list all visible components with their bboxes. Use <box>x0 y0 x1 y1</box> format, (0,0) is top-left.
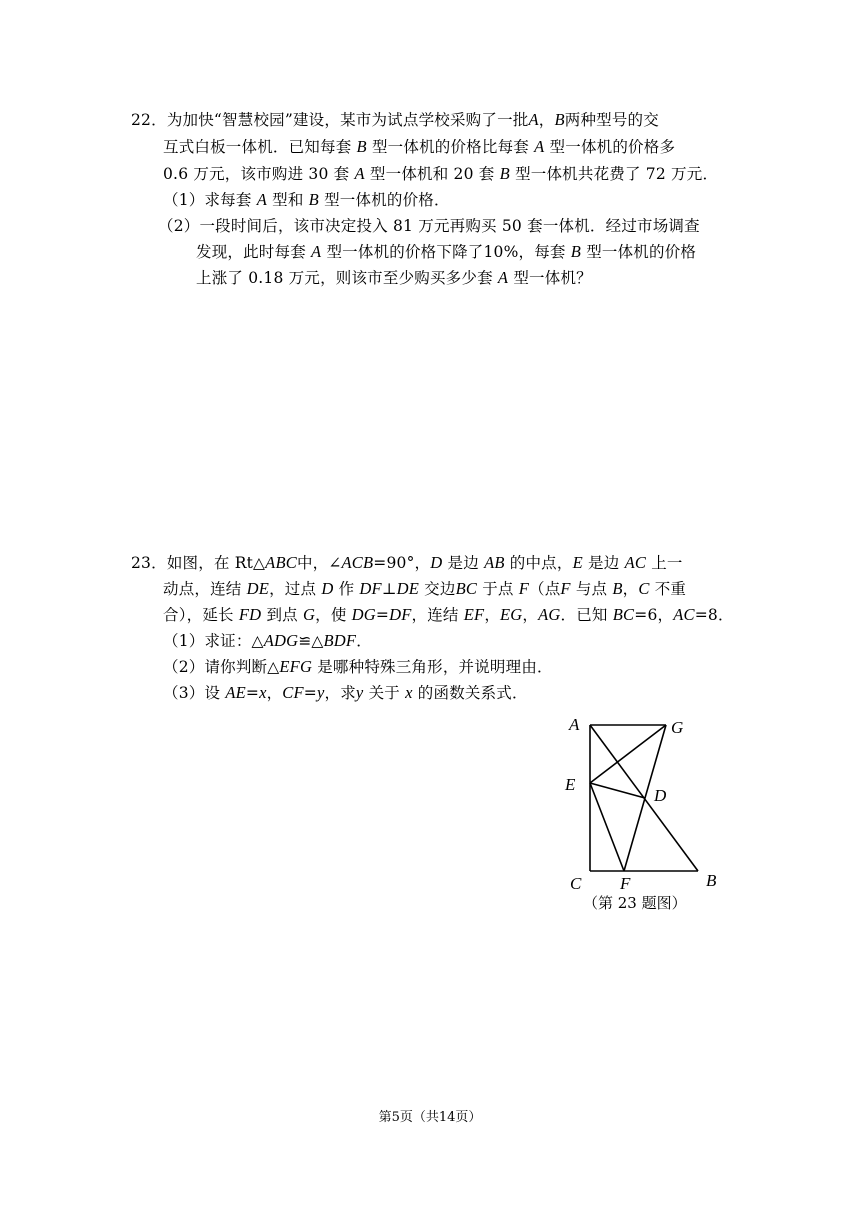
point-label-D: D <box>654 786 667 805</box>
q23-part-3: （3）设 AE=x，CF=y，求y 关于 x 的函数关系式． <box>163 683 528 702</box>
q22-part-2: （2）一段时间后，该市决定投入 81 万元再购买 50 套一体机．经过市场调查 <box>158 217 700 235</box>
q22-part-1: （1）求每套 A 型和 B 型一体机的价格． <box>163 190 450 209</box>
point-label-E: E <box>565 775 576 794</box>
q22-line-2: 互式白板一体机．已知每套 B 型一体机的价格比每套 A 型一体机的价格多 <box>163 137 676 156</box>
point-label-G: G <box>671 718 684 737</box>
q23-line-2: 动点，连结 DE，过点 D 作 DF⊥DE 交边BC 于点 F（点F 与点 B，C 不重 <box>163 579 687 598</box>
segment-ED <box>590 783 645 798</box>
q22-line-7: 上涨了 0.18 万元，则该市至少购买多少套 A 型一体机？ <box>196 268 592 287</box>
q22-line-1: 22．为加快“智慧校园”建设，某市为试点学校采购了一批A，B两种型号的交 <box>131 110 659 129</box>
q23-part-2: （2）请你判断△EFG 是哪种特殊三角形，并说明理由． <box>163 657 553 676</box>
point-label-A: A <box>569 715 580 734</box>
q23-line-3: 合），延长 FD 到点 G，使 DG=DF，连结 EF，EG，AG．已知 BC=6，AC=8． <box>163 605 734 624</box>
segment-EF <box>590 783 624 871</box>
page-footer: 第5页（共14页） <box>378 1110 482 1125</box>
q22-line-6: 发现，此时每套 A 型一体机的价格下降了10%，每套 B 型一体机的价格 <box>196 242 697 261</box>
point-label-C: C <box>570 874 582 893</box>
q23-part-1: （1）求证：△ADG≌△BDF． <box>163 631 372 650</box>
segment-EG <box>590 725 666 783</box>
figure-caption: （第 23 题图） <box>583 894 687 912</box>
point-label-F: F <box>620 874 631 893</box>
q23-line-1: 23．如图，在 Rt△ABC中，∠ACB=90°，D 是边 AB 的中点，E 是边 AC 上一 <box>131 553 683 572</box>
point-label-B: B <box>706 871 717 890</box>
q22-line-3: 0.6 万元，该市购进 30 套 A 型一体机和 20 套 B 型一体机共花费了 72 万元． <box>163 164 719 183</box>
